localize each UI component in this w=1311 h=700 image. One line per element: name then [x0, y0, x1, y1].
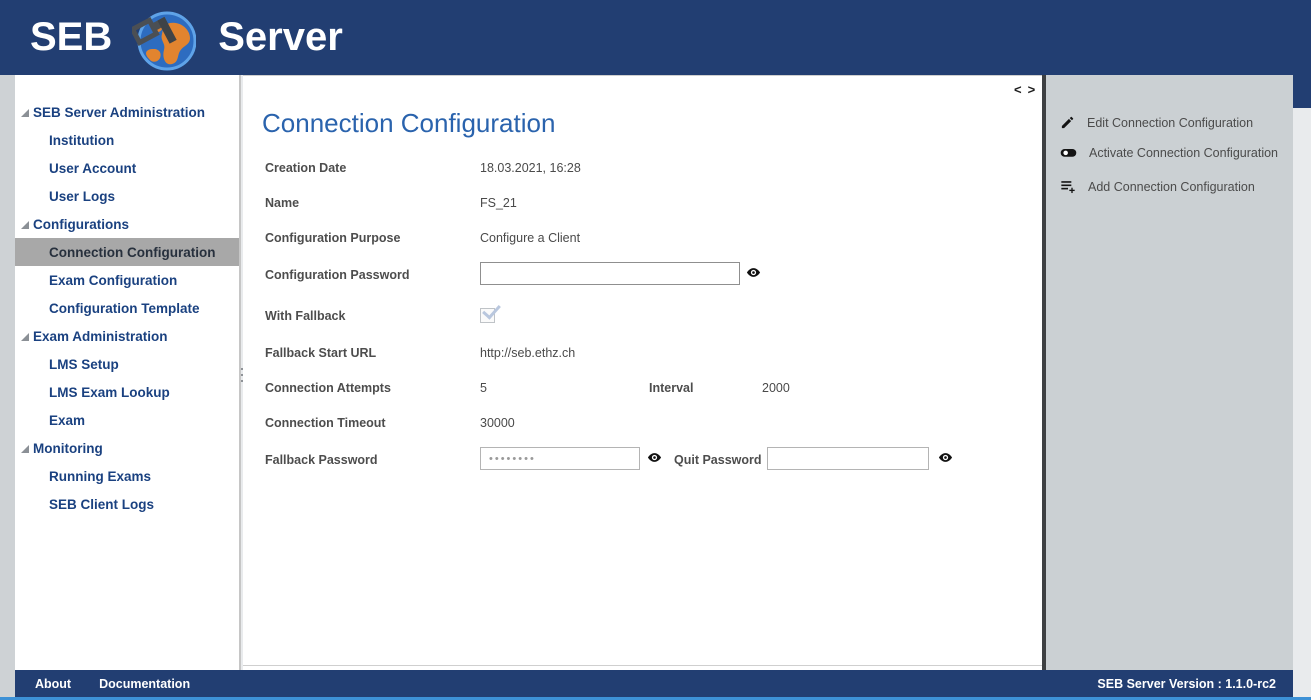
- quit-password-input[interactable]: [767, 447, 929, 470]
- form-row-config-password: [265, 262, 1042, 292]
- form-row-creation-date: [265, 161, 1042, 187]
- sidebar-item-exam-administration[interactable]: [15, 322, 239, 350]
- field-value: http://seb.ethz.ch: [480, 346, 576, 360]
- sidebar-item-running-exams[interactable]: [15, 462, 239, 490]
- field-label: Configuration Password: [265, 268, 410, 282]
- action-label: Edit Connection Configuration: [1087, 115, 1254, 130]
- field-value: 2000: [762, 381, 790, 395]
- configuration-password-input[interactable]: [480, 262, 740, 285]
- sidebar-item-label: Configuration Template: [49, 300, 200, 316]
- sidebar-item-configurations[interactable]: [15, 210, 239, 238]
- app-footer: [15, 670, 1293, 697]
- field-label: With Fallback: [265, 309, 346, 323]
- form-row-with-fallback: [265, 306, 1042, 332]
- form-row-name: [265, 196, 1042, 222]
- field-value: 18.03.2021, 16:28: [480, 161, 581, 175]
- field-label: Connection Attempts: [265, 381, 391, 395]
- tree-expander-icon[interactable]: [21, 445, 29, 453]
- form-row-fallback-password: [265, 447, 1042, 477]
- sidebar-item-exam-configuration[interactable]: [15, 266, 239, 294]
- brand-seb-text: SEB: [30, 15, 113, 59]
- field-label: Configuration Purpose: [265, 231, 401, 245]
- form-row-connection-timeout: [265, 416, 1042, 442]
- sidebar-item-exam[interactable]: [15, 406, 239, 434]
- sidebar-item-label: LMS Setup: [49, 356, 119, 372]
- field-value: Configure a Client: [480, 231, 581, 245]
- collapse-panel-icon[interactable]: <: [1014, 82, 1022, 97]
- sidebar-item-seb-server-administration[interactable]: [15, 98, 239, 126]
- field-label: Interval: [649, 381, 694, 395]
- with-fallback-checkbox: [480, 308, 495, 323]
- app-header: [0, 0, 1311, 75]
- show-quit-password-icon[interactable]: [938, 450, 953, 465]
- sidebar-nav: [15, 75, 241, 670]
- form-row-purpose: [265, 231, 1042, 257]
- sidebar-item-label: User Logs: [49, 188, 116, 204]
- field-label: Quit Password: [674, 453, 762, 467]
- activate-connection-configuration-button[interactable]: [1060, 145, 1278, 160]
- expand-panel-icon[interactable]: >: [1027, 82, 1036, 97]
- add-connection-configuration-button[interactable]: [1060, 179, 1255, 194]
- sidebar-splitter-handle[interactable]: [239, 364, 244, 386]
- sidebar-item-label: Institution: [49, 132, 115, 148]
- add-list-icon: [1060, 179, 1076, 194]
- left-margin-strip: [0, 75, 15, 697]
- form-row-connection-attempts: [265, 381, 1042, 407]
- brand-server-text: Server: [218, 15, 343, 59]
- fallback-password-input[interactable]: [480, 447, 640, 470]
- sidebar-item-label: User Account: [49, 160, 137, 176]
- sidebar-item-institution[interactable]: [15, 126, 239, 154]
- tree-expander-icon[interactable]: [21, 109, 29, 117]
- sidebar-item-lms-exam-lookup[interactable]: [15, 378, 239, 406]
- field-value: 5: [480, 381, 487, 395]
- sidebar-item-connection-configuration[interactable]: [15, 238, 239, 266]
- sidebar-item-label: Connection Configuration: [49, 244, 216, 260]
- field-label: Name: [265, 196, 300, 210]
- pencil-icon: [1060, 115, 1075, 130]
- tree-expander-icon[interactable]: [21, 333, 29, 341]
- sidebar-item-configuration-template[interactable]: [15, 294, 239, 322]
- toggle-icon: [1060, 145, 1077, 160]
- sidebar-item-label: Configurations: [33, 216, 129, 232]
- sidebar-item-label: Exam Administration: [33, 328, 168, 344]
- sidebar-item-user-logs[interactable]: [15, 182, 239, 210]
- form-row-fallback-url: [265, 346, 1042, 372]
- sidebar-item-user-account[interactable]: [15, 154, 239, 182]
- sidebar-item-label: SEB Client Logs: [49, 496, 155, 512]
- page-title: Connection Configuration: [262, 108, 556, 138]
- header-corner-notch: [1293, 75, 1311, 108]
- brand: [30, 0, 343, 75]
- sidebar-item-label: SEB Server Administration: [33, 104, 206, 120]
- seb-globe-lock-logo: [132, 5, 196, 71]
- action-panel: [1046, 75, 1293, 670]
- sidebar-item-lms-setup[interactable]: [15, 350, 239, 378]
- sidebar-item-label: Exam Configuration: [49, 272, 178, 288]
- field-value: FS_21: [480, 196, 517, 210]
- sidebar-item-monitoring[interactable]: [15, 434, 239, 462]
- content-panel: [243, 75, 1042, 670]
- edit-connection-configuration-button[interactable]: [1060, 115, 1253, 130]
- field-label: Fallback Password: [265, 453, 378, 467]
- sidebar-item-label: Monitoring: [33, 440, 103, 456]
- sidebar-item-label: Running Exams: [49, 468, 152, 484]
- tree-expander-icon[interactable]: [21, 221, 29, 229]
- about-link[interactable]: About: [35, 676, 72, 691]
- field-value: 30000: [480, 416, 515, 430]
- pane-toggles: [1014, 82, 1035, 97]
- sidebar-item-label: LMS Exam Lookup: [49, 384, 170, 400]
- documentation-link[interactable]: Documentation: [99, 676, 191, 691]
- field-label: Connection Timeout: [265, 416, 386, 430]
- sidebar-item-label: Exam: [49, 412, 86, 428]
- version-label: SEB Server Version : 1.1.0-rc2: [1097, 676, 1276, 691]
- field-label: Creation Date: [265, 161, 347, 175]
- sidebar-item-seb-client-logs[interactable]: [15, 490, 239, 518]
- field-label: Fallback Start URL: [265, 346, 377, 360]
- action-label: Activate Connection Configuration: [1089, 145, 1279, 160]
- action-label: Add Connection Configuration: [1088, 179, 1255, 194]
- show-fallback-password-icon[interactable]: [647, 450, 662, 465]
- show-configuration-password-icon[interactable]: [746, 265, 761, 280]
